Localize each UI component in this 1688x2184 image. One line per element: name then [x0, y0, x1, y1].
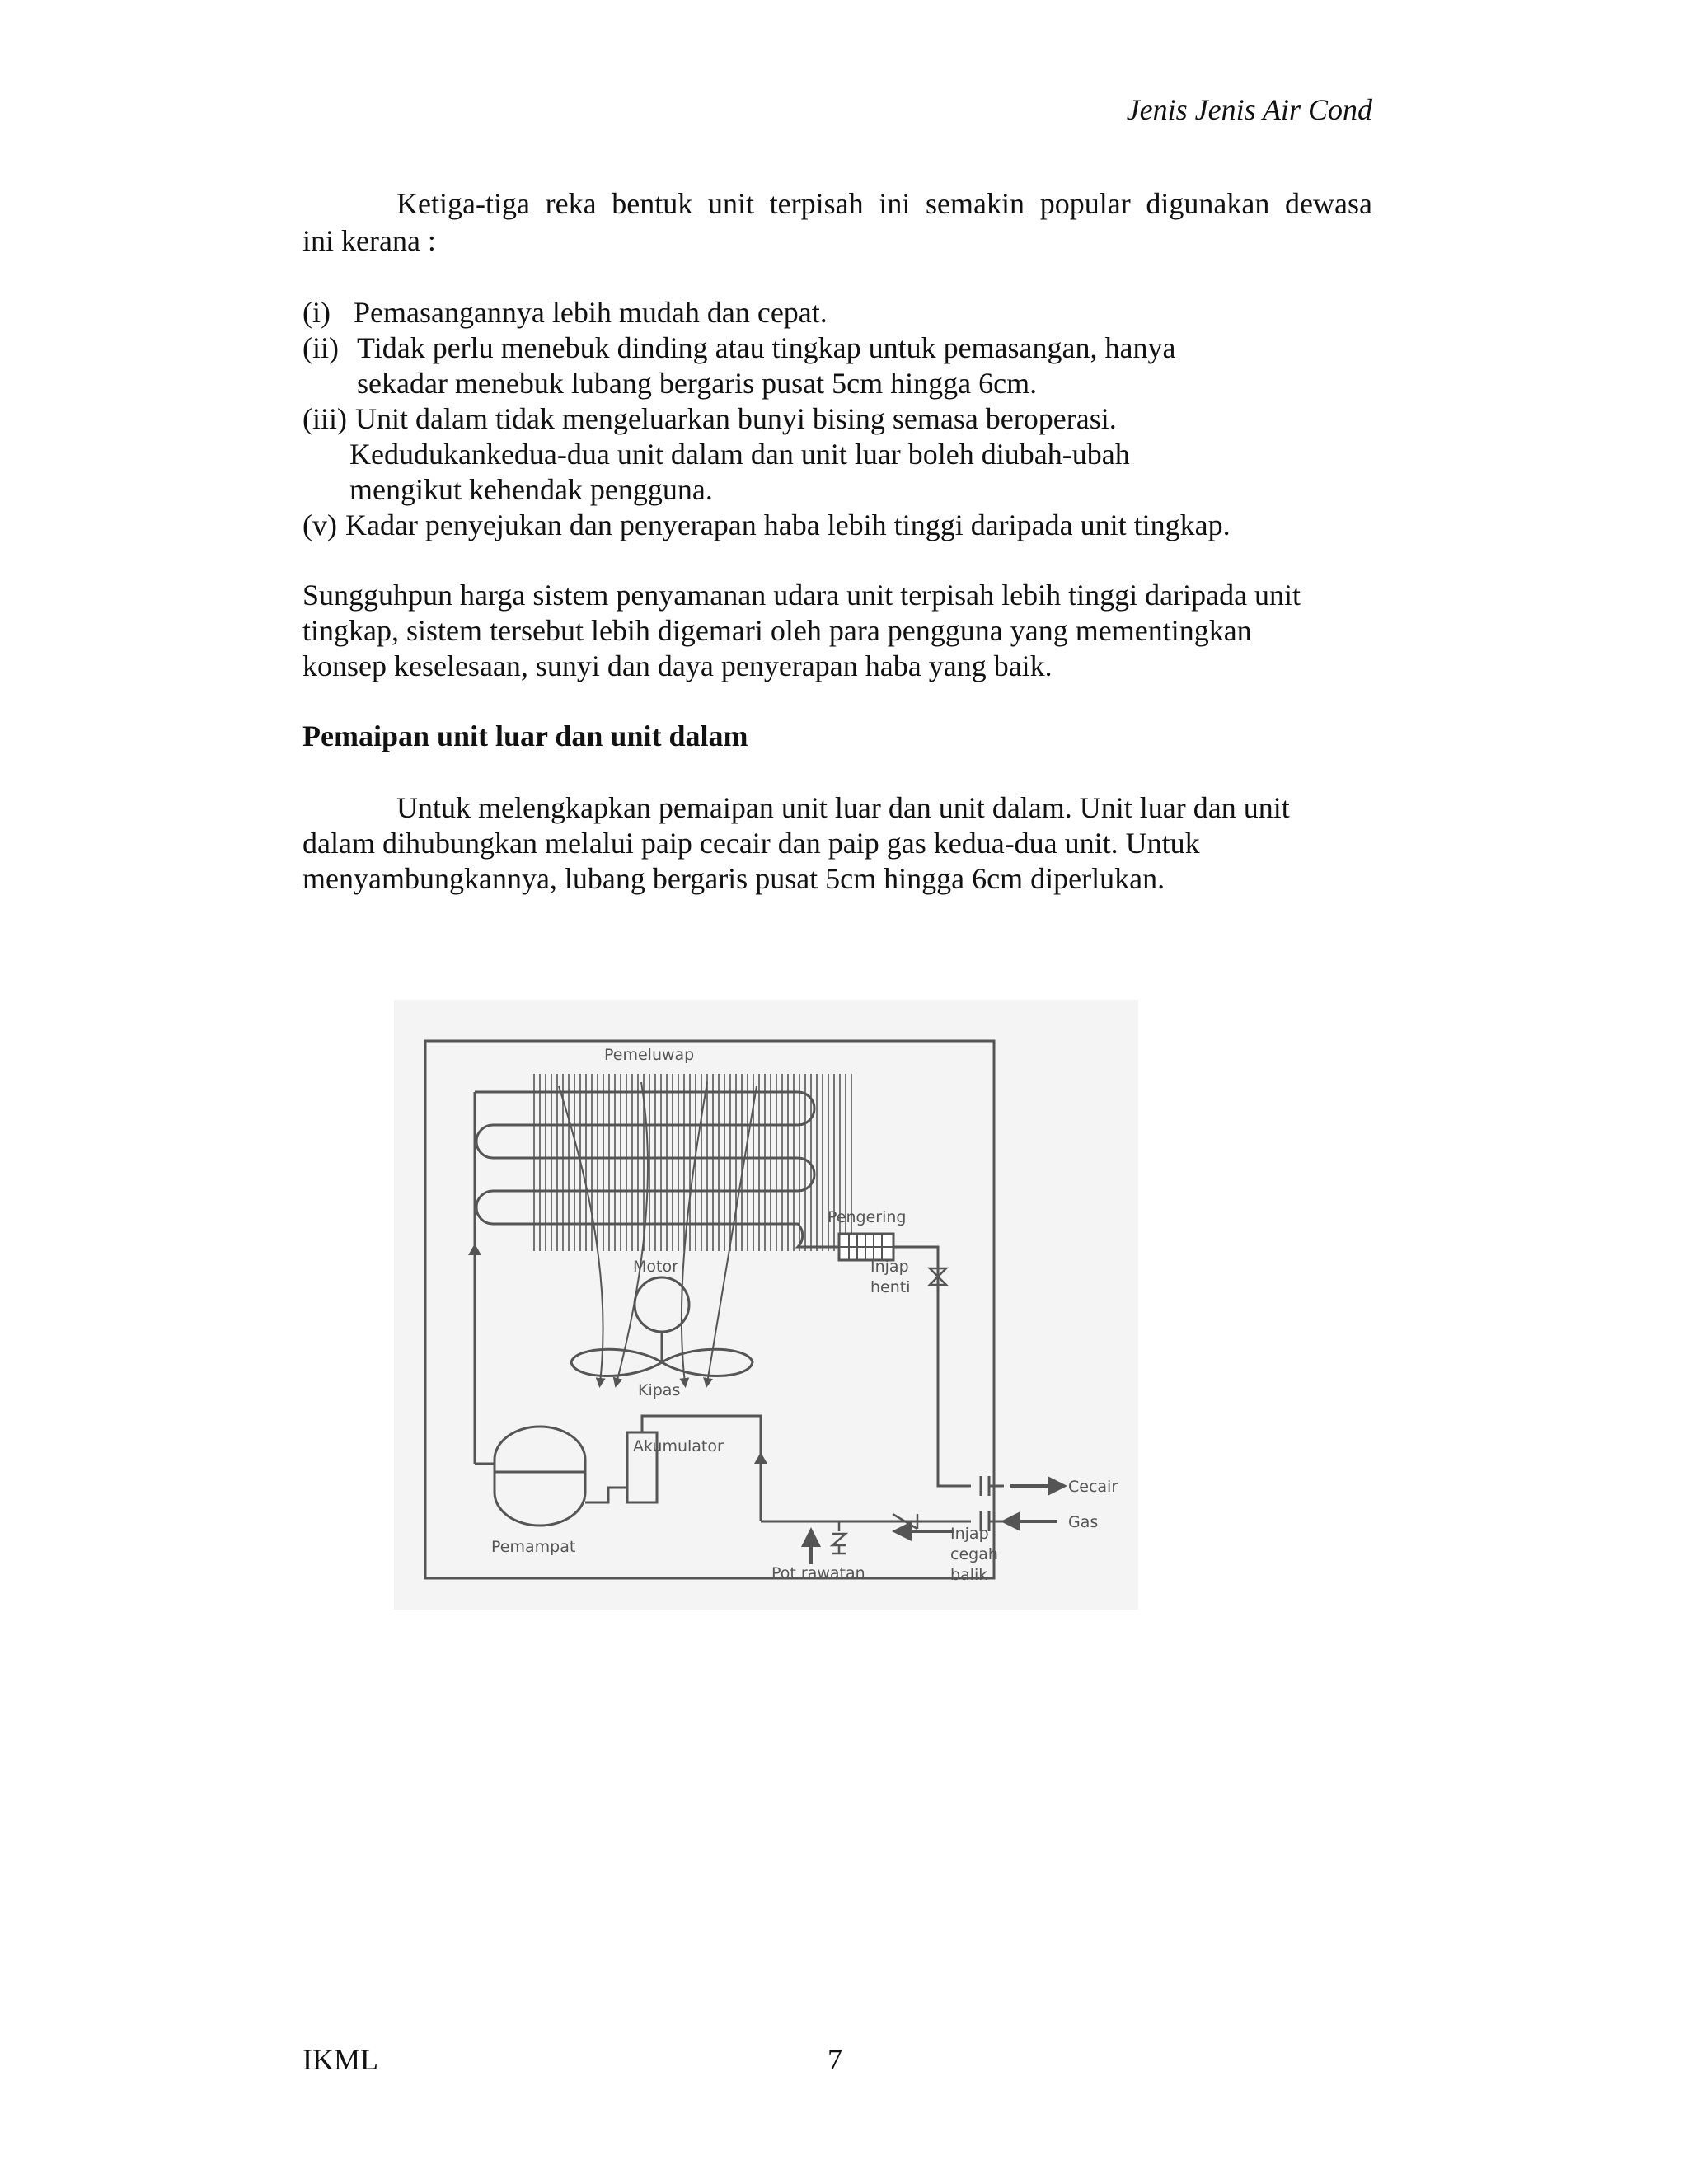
list-item-continuation: mengikut kehendak pengguna. [349, 473, 713, 506]
section-heading: Pemaipan unit luar dan unit dalam [302, 719, 748, 752]
paragraph-line: Untuk melengkapkan pemaipan unit luar dan unit dalam. Unit luar dan unit [396, 791, 1290, 824]
paragraph-line: Sungguhpun harga sistem penyamanan udara unit terpisah lebih tinggi daripada unit [302, 579, 1301, 612]
list-item-continuation: Kedudukankedua-dua unit dalam dan unit luar boleh diubah-ubah [349, 438, 1130, 471]
list-text: Kadar penyejukan dan penyerapan haba lebih tinggi daripada unit tingkap. [345, 509, 1231, 541]
running-header: Jenis Jenis Air Cond [1126, 93, 1372, 126]
intro-text-1: Ketiga-tiga reka bentuk unit terpisah ini semakin popular digunakan dewasa [396, 187, 1372, 220]
fan-label: Kipas [638, 1381, 681, 1399]
stop-valve-label-1: Injap [870, 1258, 909, 1276]
list-marker: (iii) [302, 402, 347, 435]
compressor-label: Pemampat [491, 1538, 576, 1556]
list-item [302, 330, 1175, 366]
list-item-continuation: sekadar menebuk lubang bergaris pusat 5cm hingga 6cm. [357, 367, 1038, 400]
drier-label: Pengering [828, 1208, 907, 1226]
gas-label: Gas [1068, 1513, 1099, 1531]
list-item [302, 401, 1117, 437]
list-marker: (i) [302, 296, 331, 329]
paragraph-line: dalam dihubungkan melalui paip cecair dan paip gas kedua-dua unit. Untuk [302, 827, 1200, 860]
list-marker: (v) [302, 509, 337, 541]
intro-paragraph-line-1 [302, 186, 1372, 221]
paragraph-line: konsep keselesaan, sunyi dan daya penyerapan haba yang baik. [302, 649, 1053, 682]
paragraph-line: menyambungkannya, lubang bergaris pusat 5cm hingga 6cm diperlukan. [302, 862, 1165, 895]
refrigeration-circuit-diagram [394, 1000, 1138, 1610]
list-text: Tidak perlu menebuk dinding atau tingkap untuk pemasangan, hanya [356, 331, 1176, 364]
page-number: 7 [828, 2043, 842, 2076]
footer-organization: IKML [302, 2043, 378, 2076]
list-text: Pemasangannya lebih mudah dan cepat. [353, 296, 828, 329]
paragraph-line: tingkap, sistem tersebut lebih digemari oleh para pengguna yang mementingkan [302, 614, 1252, 647]
check-valve-label-1: Injap [950, 1525, 989, 1543]
list-item [302, 294, 828, 330]
check-valve-label-3: balik [950, 1566, 988, 1584]
stop-valve-label-2: henti [870, 1278, 911, 1296]
list-item [302, 507, 1231, 543]
list-marker: (ii) [302, 331, 339, 364]
diagram-svg [394, 1000, 1138, 1610]
service-port-label: Pot rawatan [771, 1564, 865, 1582]
check-valve-label-2: cegah [950, 1545, 998, 1563]
intro-paragraph-line-2: ini kerana : [302, 224, 436, 257]
liquid-label: Cecair [1068, 1478, 1118, 1496]
accumulator-label: Akumulator [633, 1437, 724, 1455]
list-text: Unit dalam tidak mengeluarkan bunyi bising semasa beroperasi. [354, 402, 1117, 435]
condenser-label: Pemeluwap [604, 1046, 695, 1064]
motor-label: Motor [633, 1258, 678, 1276]
